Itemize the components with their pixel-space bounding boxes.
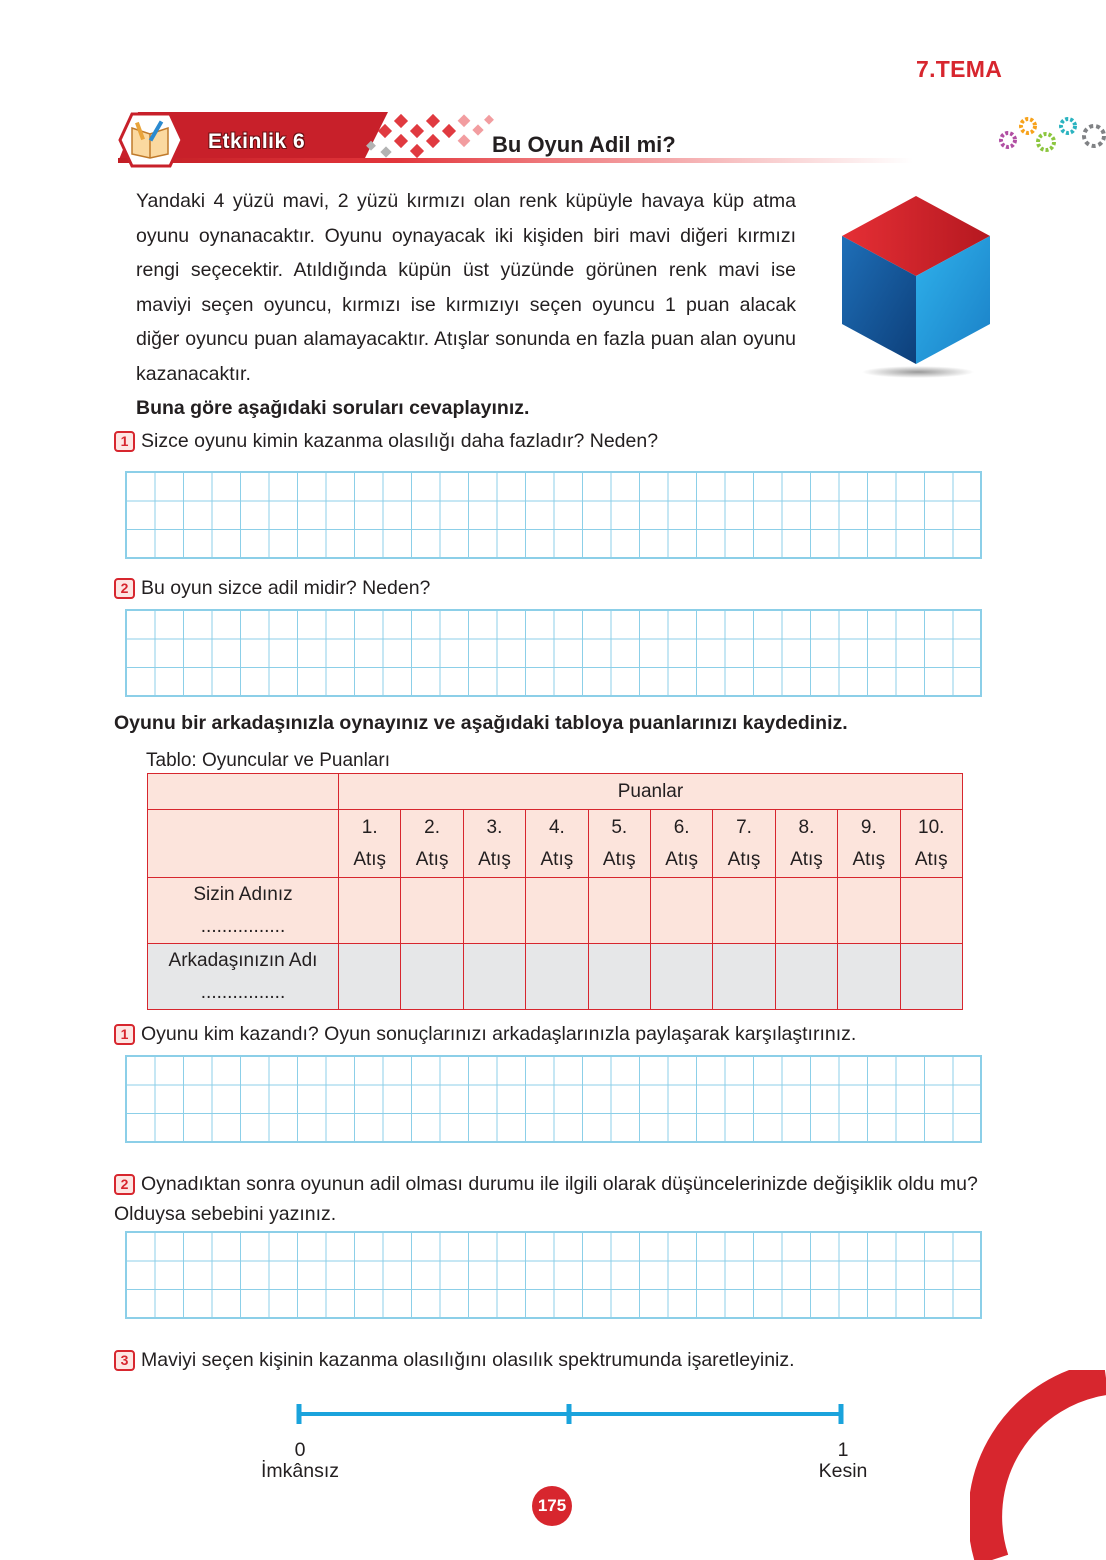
throw-header-cell: [463, 810, 525, 878]
throw-word: Atış: [478, 848, 511, 870]
row-label-dots: ................: [200, 915, 286, 937]
page-number: 175: [532, 1486, 572, 1526]
score-cell[interactable]: [838, 944, 900, 1010]
throw-word: Atış: [790, 848, 823, 870]
score-cell[interactable]: [650, 878, 712, 944]
answer-grid-4[interactable]: [125, 1231, 982, 1319]
question-number-badge: 1: [114, 431, 135, 452]
spectrum-right-value: 1: [837, 1439, 849, 1461]
throw-header-cell: [339, 810, 401, 878]
throw-word: Atış: [852, 848, 886, 870]
score-cell[interactable]: [713, 878, 775, 944]
score-cell[interactable]: [900, 944, 962, 1010]
table-corner-cell: [148, 774, 339, 810]
score-cell[interactable]: [339, 878, 401, 944]
throw-word: Atış: [353, 848, 387, 870]
throw-header-cell: [713, 810, 775, 878]
intro-instruction: Buna göre aşağıdaki soruları cevaplayınız.: [136, 397, 530, 419]
throw-header-cell: [900, 810, 962, 878]
throw-header-cell: [650, 810, 712, 878]
spectrum-left-text: İmkânsız: [260, 1460, 340, 1482]
answer-grid-2[interactable]: [125, 609, 982, 697]
score-cell[interactable]: [339, 944, 401, 1010]
throw-word: Atış: [727, 848, 761, 870]
score-table: [147, 773, 963, 1010]
throw-number: 7.: [736, 816, 752, 838]
score-cell[interactable]: [775, 878, 837, 944]
score-cell[interactable]: [775, 944, 837, 1010]
throw-number: 10.: [918, 816, 945, 838]
spectrum-left-label: [250, 1440, 350, 1482]
answer-grid-1[interactable]: [125, 471, 982, 559]
row-label-friend-text: Arkadaşınızın Adı: [168, 949, 318, 971]
throw-word: Atış: [602, 848, 636, 870]
throw-number: 8.: [798, 816, 815, 838]
probability-spectrum[interactable]: [290, 1400, 850, 1434]
question-5-text: Maviyi seçen kişinin kazanma olasılığını olasılık spektrumunda işaretleyiniz.: [141, 1349, 795, 1371]
spectrum-left-value: 0: [294, 1439, 306, 1461]
score-cell[interactable]: [463, 944, 525, 1010]
question-2: [114, 577, 430, 600]
row-label-dots: ................: [200, 981, 286, 1003]
table-corner-cell: [148, 810, 339, 878]
points-header: Puanlar: [339, 774, 963, 810]
score-cell[interactable]: [588, 878, 650, 944]
spectrum-right-text: Kesin: [818, 1460, 868, 1482]
throw-number: 9.: [860, 816, 877, 838]
intro-text: [136, 184, 796, 426]
score-cell[interactable]: [650, 944, 712, 1010]
throw-number: 6.: [673, 816, 690, 838]
activity-title: Bu Oyun Adil mi?: [492, 132, 676, 157]
row-label-friend: [148, 944, 339, 1010]
decorative-arc: [970, 1370, 1106, 1560]
table-row: [148, 878, 963, 944]
color-cube-image: [836, 192, 996, 382]
throw-number: 3.: [486, 816, 503, 838]
throw-word: Atış: [665, 848, 699, 870]
throw-header-row: [148, 810, 963, 878]
table-row: [148, 944, 963, 1010]
score-cell[interactable]: [588, 944, 650, 1010]
throw-header-cell: [401, 810, 463, 878]
score-cell[interactable]: [838, 878, 900, 944]
question-3: [114, 1023, 856, 1046]
throw-number: 2.: [424, 816, 441, 838]
throw-header-cell: [588, 810, 650, 878]
score-cell[interactable]: [526, 944, 588, 1010]
throw-word: Atış: [914, 848, 948, 870]
question-1: [114, 430, 658, 453]
question-4-text: Oynadıktan sonra oyunun adil olması durumu ile ilgili olarak düşüncelerinizde değişiklik oldu mu? Olduysa sebebini yazınız.: [114, 1173, 978, 1225]
question-number-badge: 2: [114, 578, 135, 599]
question-3-text: Oyunu kim kazandı? Oyun sonuçlarınızı arkadaşlarınızla paylaşarak karşılaştırınız.: [141, 1023, 857, 1045]
answer-grid-3[interactable]: [125, 1055, 982, 1143]
question-number-badge: 1: [114, 1024, 135, 1045]
gears-icon: [996, 112, 1106, 158]
row-label-you: [148, 878, 339, 944]
spectrum-right-label: [793, 1440, 893, 1482]
throw-header-cell: [838, 810, 900, 878]
score-cell[interactable]: [713, 944, 775, 1010]
throw-number: 5.: [611, 816, 628, 838]
question-number-badge: 2: [114, 1174, 135, 1195]
question-number-badge: 3: [114, 1350, 135, 1371]
activity-label: Etkinlik 6: [208, 130, 306, 153]
question-1-text: Sizce oyunu kimin kazanma olasılığı daha fazladır? Neden?: [141, 430, 659, 452]
throw-header-cell: [526, 810, 588, 878]
throw-header-cell: [775, 810, 837, 878]
throw-number: 1.: [361, 816, 378, 838]
intro-paragraph: Yandaki 4 yüzü mavi, 2 yüzü kırmızı olan renk küpüyle havaya küp atma oyunu oynanacaktır. Oyunu oynayacak iki kişiden biri mavi diğeri kırmızı rengi seçecektir. Atıldığında küpün üst yüzünde görünen renk mavi ise maviyi seçen oyuncu, kırmızı ise kırmızıyı seçen oyuncu 1 puan alacak diğer oyuncu puan alamayacaktır. Atışlar sonunda en fazla puan alan oyunu kazanacaktır.: [136, 190, 796, 385]
theme-label: 7.TEMA: [916, 56, 1003, 82]
score-cell[interactable]: [401, 944, 463, 1010]
score-cell[interactable]: [900, 878, 962, 944]
question-4: [114, 1169, 1000, 1229]
book-icon: [118, 112, 184, 168]
throw-word: Atış: [540, 848, 574, 870]
score-cell[interactable]: [463, 878, 525, 944]
play-instruction: Oyunu bir arkadaşınızla oynayınız ve aşağıdaki tabloya puanlarınızı kaydediniz.: [114, 712, 848, 734]
table-caption: Tablo: Oyuncular ve Puanları: [146, 750, 390, 771]
question-2-text: Bu oyun sizce adil midir? Neden?: [141, 577, 431, 599]
throw-word: Atış: [415, 848, 449, 870]
score-cell[interactable]: [526, 878, 588, 944]
question-5: [114, 1349, 795, 1372]
row-label-you-text: Sizin Adınız: [193, 883, 293, 905]
score-cell[interactable]: [401, 878, 463, 944]
throw-number: 4.: [548, 816, 565, 838]
